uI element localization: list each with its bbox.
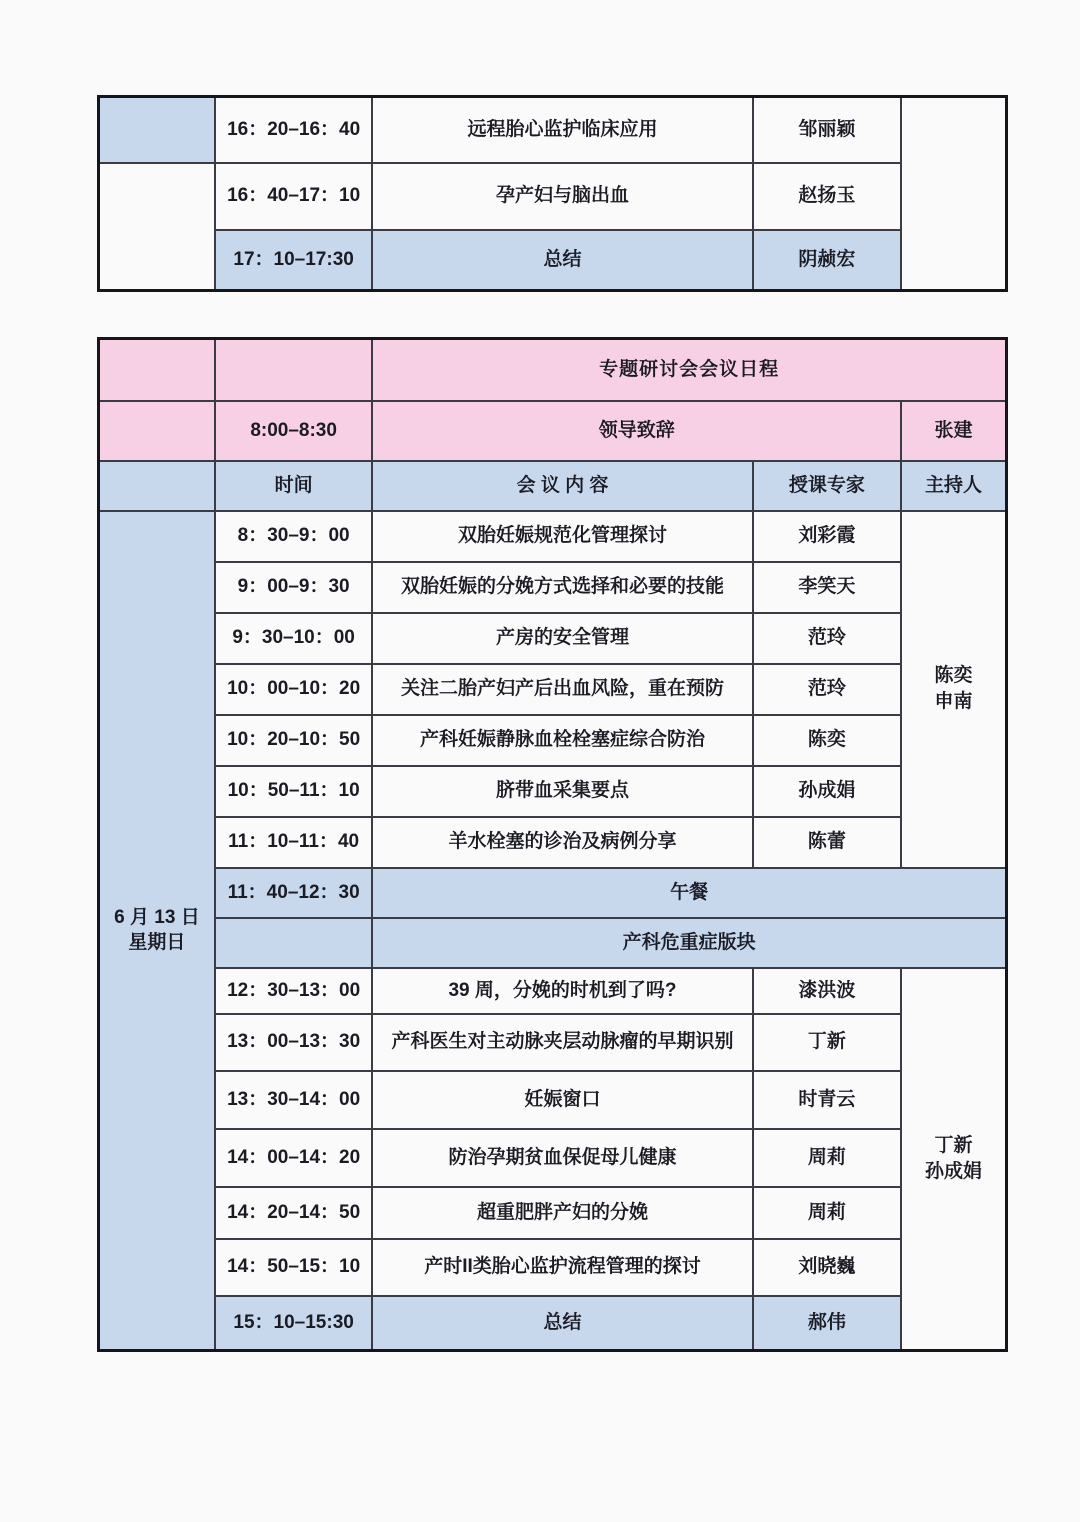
table-row: [99, 511, 1007, 562]
host-line1: 陈奕: [934, 665, 973, 687]
speaker-cell: 陈蕾: [753, 817, 901, 868]
topic-cell: 远程胎心监护临床应用: [372, 97, 752, 163]
time-cell: 10：00–10：20: [215, 664, 373, 715]
time-cell: 13：00–13：30: [215, 1014, 373, 1071]
title-row: [99, 339, 1007, 401]
time-cell: 14：20–14：50: [215, 1187, 373, 1239]
time-cell-empty: [215, 918, 373, 968]
agenda-title: 专题研讨会会议日程: [372, 339, 1006, 401]
host-line2: 申南: [934, 691, 973, 712]
host-line1: 丁新: [934, 1135, 973, 1157]
speaker-cell: 刘晓巍: [753, 1239, 901, 1296]
previous-session-table: [97, 95, 1008, 292]
topic-cell: 关注二胎产妇产后出血风险，重在预防: [372, 664, 752, 715]
header-time: 时间: [215, 461, 373, 511]
speaker-cell: 郝伟: [753, 1296, 901, 1351]
header-expert: 授课专家: [753, 461, 901, 511]
table-row: [99, 613, 1007, 664]
time-cell: 14：50–15：10: [215, 1239, 373, 1296]
time-cell: 8：30–9：00: [215, 511, 373, 562]
speaker-cell: 周莉: [753, 1129, 901, 1187]
table-row: [99, 968, 1007, 1014]
topic-cell: 产房的安全管理: [372, 613, 752, 664]
summary-row: [99, 1296, 1007, 1351]
table-row: [99, 1014, 1007, 1071]
header-row: [99, 461, 1007, 511]
time-cell: 12：30–13：00: [215, 968, 373, 1014]
topic-cell: 孕产妇与脑出血: [372, 163, 752, 230]
table-row: [99, 1239, 1007, 1296]
summary-row: [99, 230, 1007, 291]
section-title-cell: 产科危重症版块: [372, 918, 1006, 968]
time-cell: 16：40–17：10: [215, 163, 373, 230]
table-row: [99, 715, 1007, 766]
table-row: [99, 1071, 1007, 1129]
time-cell: 9：00–9：30: [215, 562, 373, 613]
summary-cell: 总结: [372, 230, 752, 291]
table-row: [99, 163, 1007, 230]
speaker-cell: 李笑天: [753, 562, 901, 613]
table-row: [99, 97, 1007, 163]
header-host: 主持人: [901, 461, 1006, 511]
date-cell: [99, 511, 215, 1351]
time-cell: 17：10–17:30: [215, 230, 373, 291]
title-row-spacer: [215, 339, 373, 401]
topic-cell: 39 周，分娩的时机到了吗?: [372, 968, 752, 1014]
opening-cell: 领导致辞: [372, 401, 901, 461]
time-cell: 8:00–8:30: [215, 401, 373, 461]
speaker-cell: 范玲: [753, 613, 901, 664]
topic-cell: 超重肥胖产妇的分娩: [372, 1187, 752, 1239]
time-cell: 13：30–14：00: [215, 1071, 373, 1129]
host-cell-empty: [901, 97, 1006, 291]
speaker-cell: 刘彩霞: [753, 511, 901, 562]
lunch-cell: 午餐: [372, 868, 1006, 918]
table-row: [99, 817, 1007, 868]
time-cell: 11：40–12：30: [215, 868, 373, 918]
speaker-cell: 赵扬玉: [753, 163, 901, 230]
header-spacer: [99, 461, 215, 511]
speaker-cell: 周莉: [753, 1187, 901, 1239]
speaker-cell: 范玲: [753, 664, 901, 715]
opening-row-spacer: [99, 401, 215, 461]
host-cell: 张建: [901, 401, 1006, 461]
table-row: [99, 1129, 1007, 1187]
date-line1: 6 月 13 日: [114, 906, 200, 928]
date-line2: 星期日: [128, 932, 186, 954]
time-cell: 11：10–11：40: [215, 817, 373, 868]
speaker-cell: 丁新: [753, 1014, 901, 1071]
topic-cell: 双胎妊娠规范化管理探讨: [372, 511, 752, 562]
table-row: [99, 766, 1007, 817]
date-cell-fragment: [99, 97, 215, 163]
topic-cell: 妊娠窗口: [372, 1071, 752, 1129]
speaker-cell: 漆洪波: [753, 968, 901, 1014]
table-row: [99, 664, 1007, 715]
time-cell: 14：00–14：20: [215, 1129, 373, 1187]
time-cell: 16：20–16：40: [215, 97, 373, 163]
section-row: [99, 918, 1007, 968]
speaker-cell: 阴赪宏: [753, 230, 901, 291]
topic-cell: 双胎妊娠的分娩方式选择和必要的技能: [372, 562, 752, 613]
time-cell: 10：20–10：50: [215, 715, 373, 766]
speaker-cell: 邹丽颖: [753, 97, 901, 163]
topic-cell: 脐带血采集要点: [372, 766, 752, 817]
date-cell-empty: [99, 163, 215, 291]
afternoon-host-cell: [901, 968, 1006, 1351]
header-content: 会 议 内 容: [372, 461, 752, 511]
topic-cell: 羊水栓塞的诊治及病例分享: [372, 817, 752, 868]
topic-cell: 产科妊娠静脉血栓栓塞症综合防治: [372, 715, 752, 766]
morning-host-cell: [901, 511, 1006, 868]
topic-cell: 产科医生对主动脉夹层动脉瘤的早期识别: [372, 1014, 752, 1071]
topic-cell: 防治孕期贫血保促母儿健康: [372, 1129, 752, 1187]
time-cell: 9：30–10：00: [215, 613, 373, 664]
lunch-row: [99, 868, 1007, 918]
speaker-cell: 孙成娟: [753, 766, 901, 817]
time-cell: 10：50–11：10: [215, 766, 373, 817]
speaker-cell: 陈奕: [753, 715, 901, 766]
symposium-agenda-table: [97, 337, 1008, 1352]
opening-row: [99, 401, 1007, 461]
speaker-cell: 时青云: [753, 1071, 901, 1129]
table-row: [99, 562, 1007, 613]
title-row-spacer: [99, 339, 215, 401]
host-line2: 孙成娟: [925, 1160, 983, 1182]
summary-cell: 总结: [372, 1296, 752, 1351]
topic-cell: 产时II类胎心监护流程管理的探讨: [372, 1239, 752, 1296]
table-row: [99, 1187, 1007, 1239]
time-cell: 15：10–15:30: [215, 1296, 373, 1351]
